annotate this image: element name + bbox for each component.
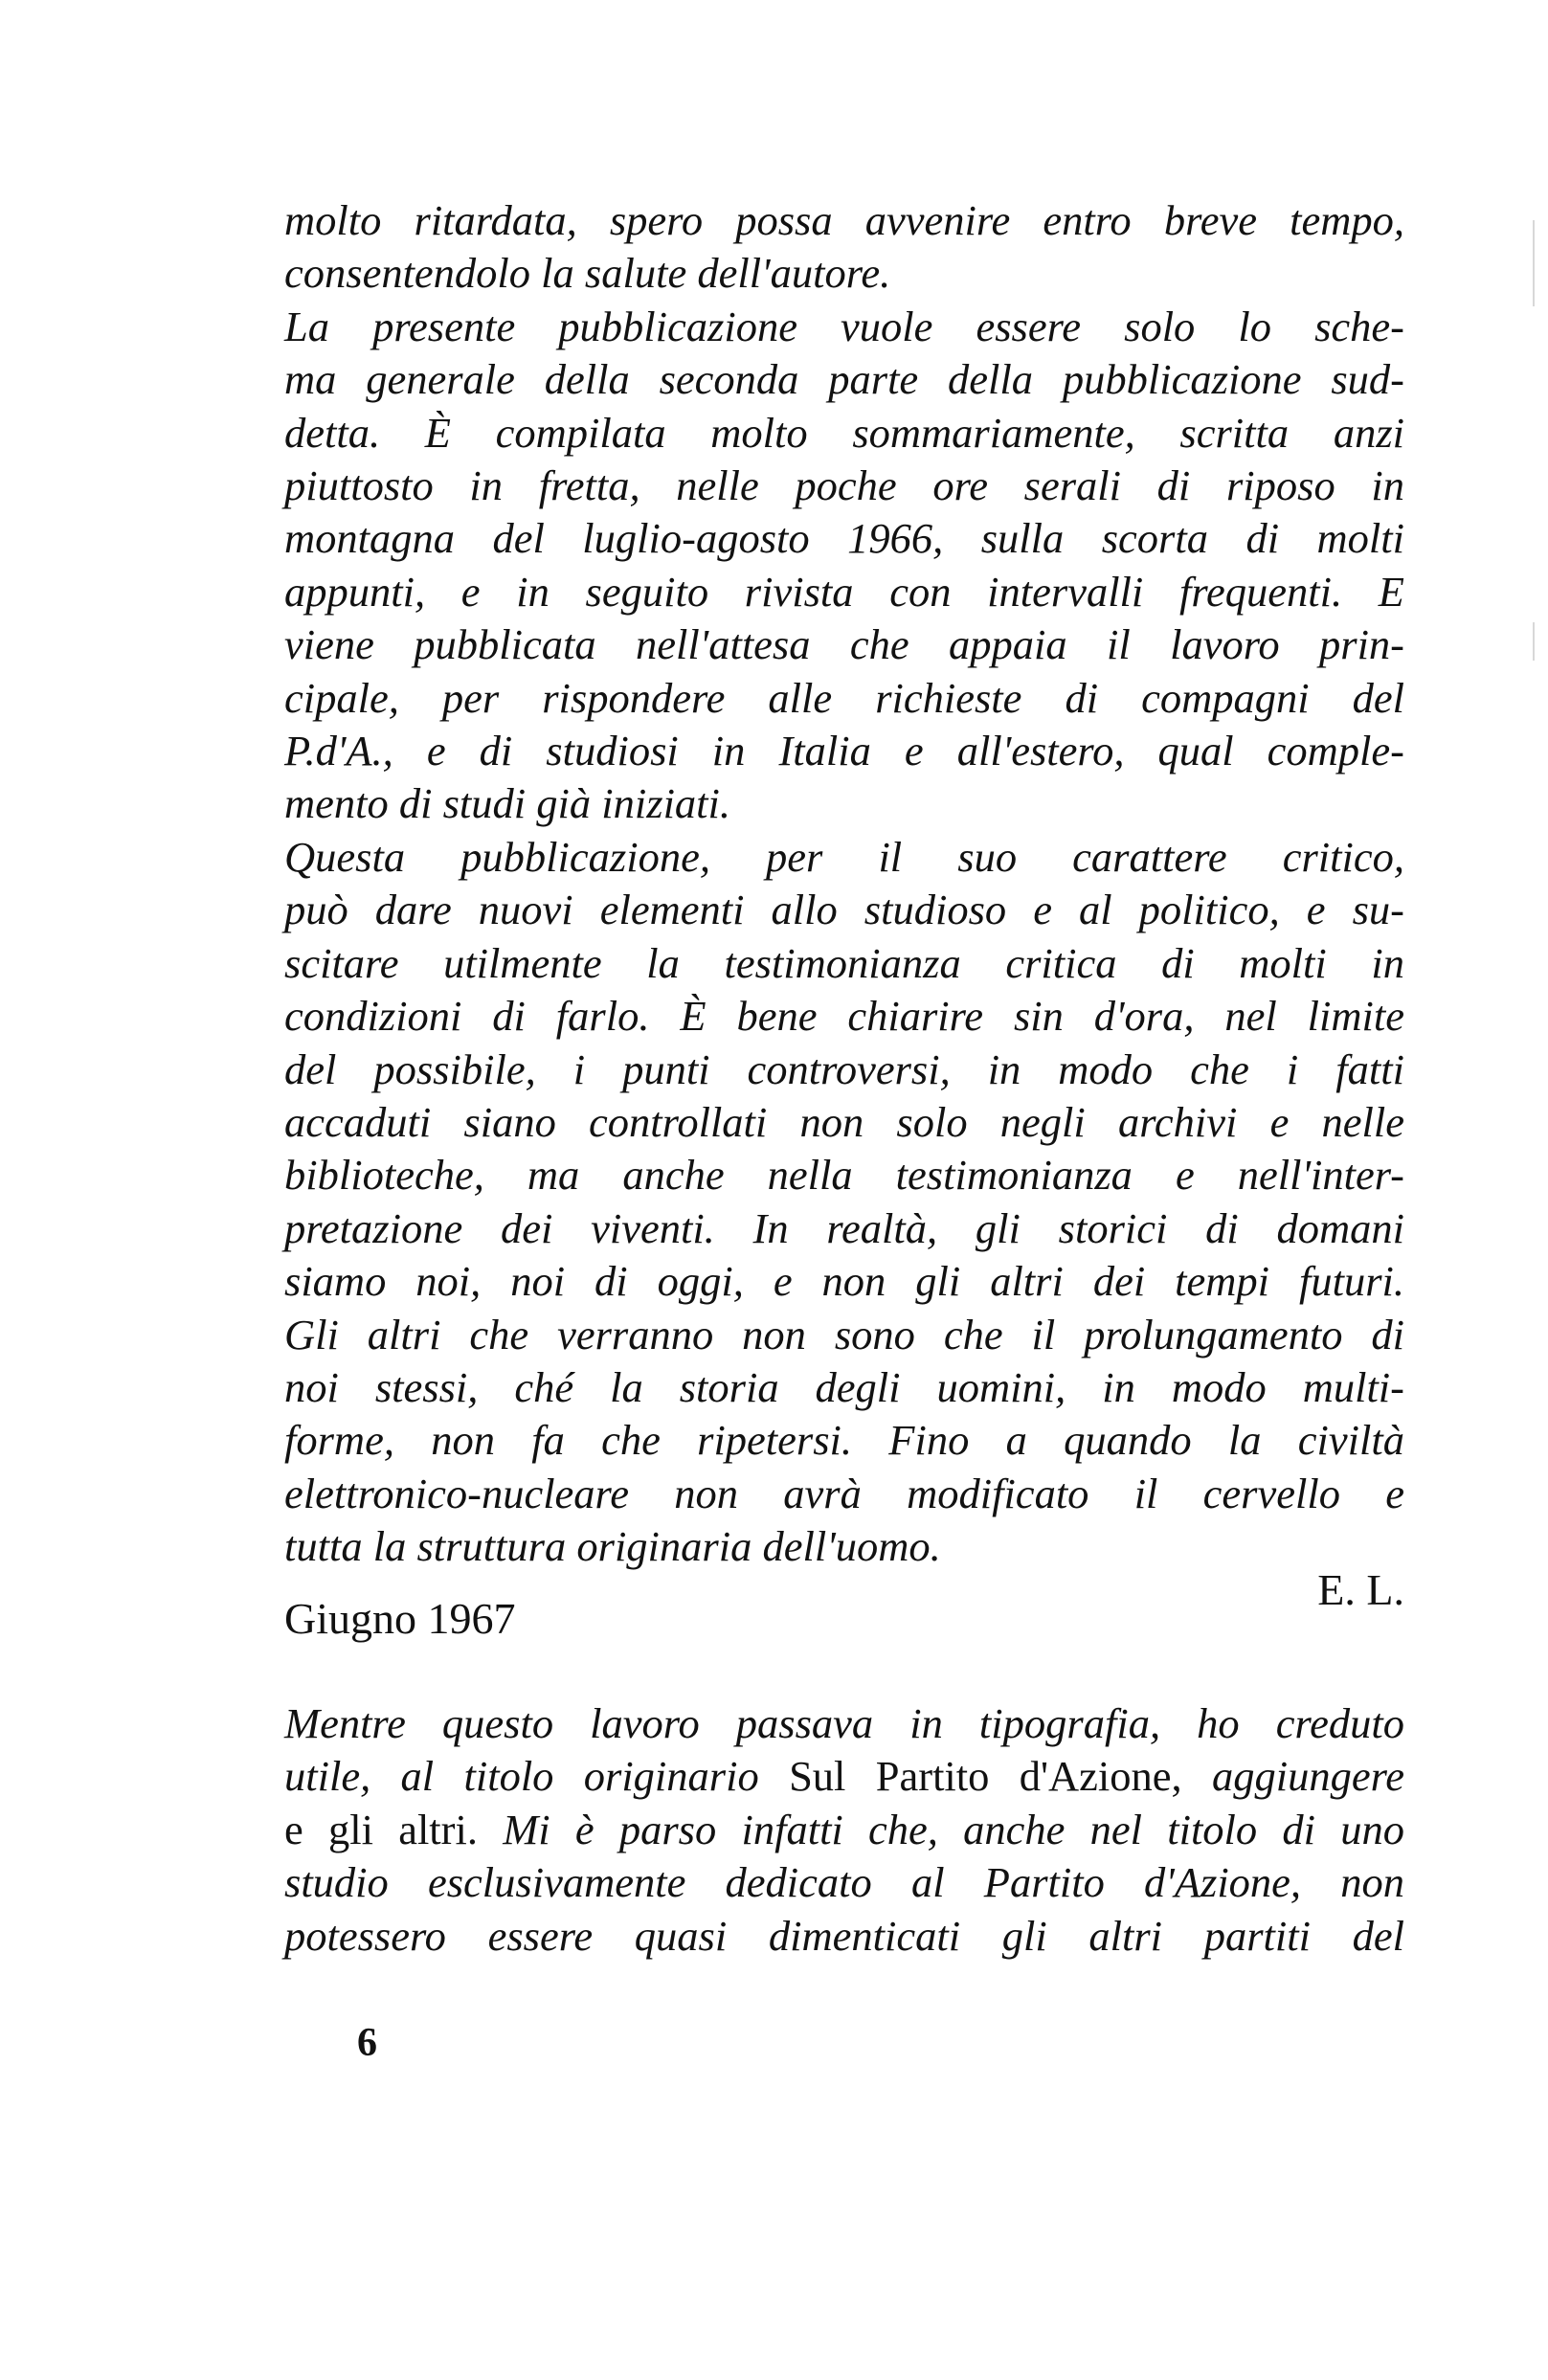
scan-margin-mark: [1533, 622, 1535, 661]
text-line: biblioteche, ma anche nella testimonianza e nell'inter-: [284, 1151, 1404, 1200]
text-line: elettronico-nucleare non avrà modificato il cervello e: [284, 1469, 1404, 1517]
text-line: detta. È compilata molto sommariamente, scritta anzi: [284, 408, 1404, 457]
text-line: Gli altri che verranno non sono che il prolungamento di: [284, 1310, 1404, 1358]
text-line: appunti, e in seguito rivista con intervalli frequenti. E: [284, 567, 1404, 616]
page-number: 6: [357, 2021, 377, 2065]
text-line: montagna del luglio-agosto 1966, sulla scorta di molti: [284, 514, 1404, 563]
text-line: scitare utilmente la testimonianza critica di molti in: [284, 938, 1404, 987]
text-line: condizioni di farlo. È bene chiarire sin d'ora, nel limite: [284, 992, 1404, 1041]
author-initials: E. L.: [1317, 1565, 1404, 1614]
text-line: noi stessi, ché la storia degli uomini, in modo multi-: [284, 1362, 1404, 1411]
text-line: potessero essere quasi dimenticati gli altri partiti del: [284, 1911, 1404, 1960]
text-line: del possibile, i punti controversi, in modo che i fatti: [284, 1044, 1404, 1093]
note-text-block: [284, 1697, 1404, 1963]
text-line: tutta la struttura originaria dell'uomo.: [284, 1522, 941, 1571]
text-line: molto ritardata, spero possa avvenire entro breve tempo,: [284, 196, 1404, 244]
text-line: Questa pubblicazione, per il suo carattere critico,: [284, 832, 1404, 881]
signature-row: [284, 1566, 1404, 1643]
text-line: accaduti siano controllati non solo negli archivi e nelle: [284, 1097, 1404, 1146]
text-line: pretazione dei viventi. In realtà, gli storici di domani: [284, 1203, 1404, 1252]
text-line: forme, non fa che ripetersi. Fino a quando la civiltà: [284, 1416, 1404, 1465]
text-fragment: Mi è parso infatti che, anche nel titolo di uno: [477, 1805, 1405, 1853]
text-fragment: utile, al titolo originario: [284, 1752, 790, 1801]
text-line: mento di studi già iniziati.: [284, 779, 731, 828]
text-line: cipale, per rispondere alle richieste di compagni del: [284, 673, 1404, 722]
text-line: [284, 1750, 1404, 1803]
text-line: [284, 1804, 1404, 1856]
text-line: piuttosto in fretta, nelle poche ore serali di riposo in: [284, 461, 1404, 510]
text-line: consentendolo la salute dell'autore.: [284, 249, 891, 298]
main-text-block: [284, 194, 1404, 1574]
added-title: e gli altri.: [284, 1805, 478, 1853]
scan-margin-mark: [1533, 220, 1535, 306]
text-line: P.d'A., e di studiosi in Italia e all'estero, qual comple-: [284, 727, 1404, 775]
text-line: viene pubblicata nell'attesa che appaia il lavoro prin-: [284, 620, 1404, 669]
text-line: siamo noi, noi di oggi, e non gli altri dei tempi futuri.: [284, 1257, 1404, 1306]
signature-date: Giugno 1967: [284, 1594, 516, 1643]
text-line: può dare nuovi elementi allo studioso e al politico, e su-: [284, 886, 1404, 934]
text-line: ma generale della seconda parte della pubblicazione sud-: [284, 355, 1404, 404]
text-fragment: aggiungere: [1181, 1752, 1404, 1801]
text-line: Mentre questo lavoro passava in tipografia, ho creduto: [284, 1699, 1404, 1747]
text-line: La presente pubblicazione vuole essere solo lo sche-: [284, 302, 1404, 350]
text-line: studio esclusivamente dedicato al Partito d'Azione, non: [284, 1858, 1404, 1907]
original-title: Sul Partito d'Azione,: [789, 1752, 1182, 1801]
